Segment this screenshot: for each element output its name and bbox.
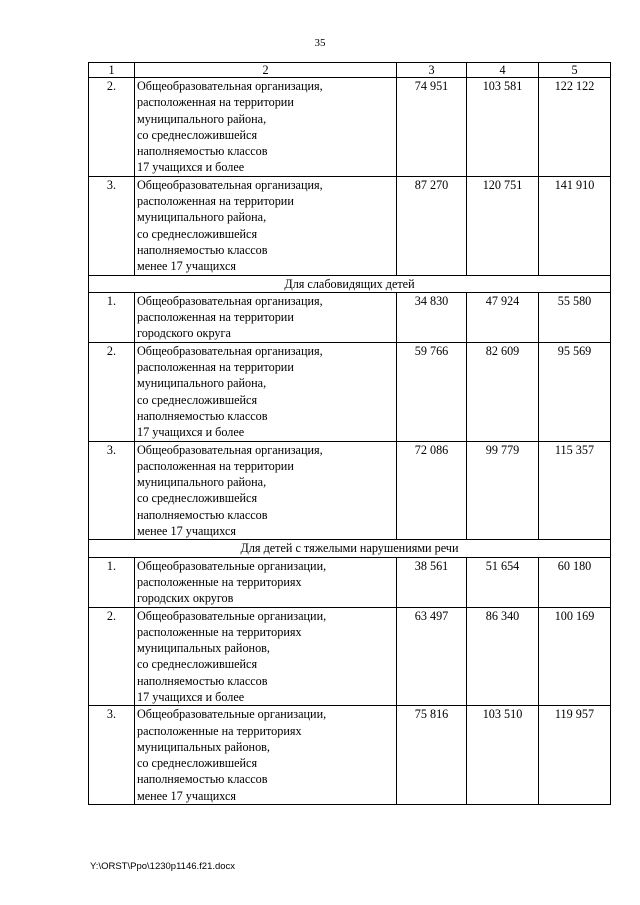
description-line: расположенная на территории [137,310,294,325]
organization-description [135,557,397,607]
organization-description [135,78,397,177]
description-line: муниципальных районов, [137,641,270,656]
row-number: 2. [89,78,135,177]
description-line: наполняемостью классов [137,673,268,688]
description-line: наполняемостью классов [137,772,268,787]
value-col-4: 47 924 [467,292,539,342]
description-line: 17 учащихся и более [137,689,245,704]
description-line: наполняемостью классов [137,507,268,522]
description-line: Общеобразовательные организации, [137,558,327,573]
value-col-5: 100 169 [539,607,611,706]
description-line: муниципального района, [137,210,267,225]
row-number: 1. [89,292,135,342]
description-line: менее 17 учащихся [137,788,237,803]
organization-description [135,441,397,540]
description-line: муниципального района, [137,376,267,391]
value-col-3: 34 830 [397,292,467,342]
header-cell-2: 2 [135,63,397,78]
organization-description [135,176,397,275]
row-number: 3. [89,176,135,275]
description-line: муниципальных районов, [137,739,270,754]
value-col-3: 87 270 [397,176,467,275]
table-row [89,557,611,607]
value-col-5: 95 569 [539,342,611,441]
value-col-3: 72 086 [397,441,467,540]
description-line: 17 учащихся и более [137,425,245,440]
value-col-3: 75 816 [397,706,467,805]
value-col-5: 55 580 [539,292,611,342]
description-line: Общеобразовательная организация, [137,177,323,192]
value-col-4: 51 654 [467,557,539,607]
value-col-5: 115 357 [539,441,611,540]
table-row [89,78,611,177]
organization-description [135,607,397,706]
section-heading-row [89,275,611,292]
description-line: Общеобразовательная организация, [137,343,323,358]
header-cell-1: 1 [89,63,135,78]
description-line: расположенная на территории [137,360,294,375]
description-line: менее 17 учащихся [137,524,237,539]
description-line: муниципального района, [137,111,267,126]
description-line: Общеобразовательная организация, [137,442,323,457]
value-col-4: 82 609 [467,342,539,441]
description-line: Общеобразовательные организации, [137,707,327,722]
value-col-5: 119 957 [539,706,611,805]
table-row [89,441,611,540]
description-line: со среднесложившейся [137,756,258,771]
description-line: Общеобразовательная организация, [137,79,323,93]
table-row [89,342,611,441]
description-line: наполняемостью классов [137,242,268,257]
row-number: 3. [89,441,135,540]
value-col-4: 120 751 [467,176,539,275]
description-line: расположенные на территориях [137,574,302,589]
table-row [89,176,611,275]
value-col-4: 99 779 [467,441,539,540]
description-line: городских округов [137,591,234,606]
section-heading: Для слабовидящих детей [89,275,611,292]
header-cell-5: 5 [539,63,611,78]
description-line: муниципального района, [137,475,267,490]
organization-description [135,292,397,342]
description-line: со среднесложившейся [137,392,258,407]
value-col-3: 59 766 [397,342,467,441]
description-line: со среднесложившейся [137,657,258,672]
header-cell-4: 4 [467,63,539,78]
row-number: 2. [89,607,135,706]
row-number: 1. [89,557,135,607]
value-col-3: 74 951 [397,78,467,177]
section-heading-row [89,540,611,557]
tariff-table [88,62,611,805]
description-line: городского округа [137,326,231,341]
organization-description [135,706,397,805]
value-col-5: 141 910 [539,176,611,275]
description-line: расположенные на территориях [137,723,302,738]
header-row [89,63,611,78]
value-col-3: 38 561 [397,557,467,607]
table-row [89,292,611,342]
description-line: расположенная на территории [137,458,294,473]
description-line: расположенная на территории [137,95,294,110]
table-row [89,607,611,706]
description-line: наполняемостью классов [137,144,268,159]
value-col-5: 122 122 [539,78,611,177]
row-number: 2. [89,342,135,441]
description-line: Общеобразовательная организация, [137,293,323,308]
value-col-4: 103 510 [467,706,539,805]
file-path-footer: Y:\ORST\Ppo\1230p1146.f21.docx [90,861,236,872]
description-line: со среднесложившейся [137,127,258,142]
description-line: наполняемостью классов [137,408,268,423]
organization-description [135,342,397,441]
header-cell-3: 3 [397,63,467,78]
page-number: 35 [314,37,326,49]
description-line: расположенная на территории [137,194,294,209]
value-col-4: 86 340 [467,607,539,706]
value-col-5: 60 180 [539,557,611,607]
description-line: со среднесложившейся [137,491,258,506]
description-line: 17 учащихся и более [137,160,245,175]
description-line: Общеобразовательные организации, [137,608,327,623]
value-col-4: 103 581 [467,78,539,177]
table-body [89,63,611,805]
description-line: расположенные на территориях [137,624,302,639]
description-line: со среднесложившейся [137,226,258,241]
table-row [89,706,611,805]
row-number: 3. [89,706,135,805]
section-heading: Для детей с тяжелыми нарушениями речи [89,540,611,557]
value-col-3: 63 497 [397,607,467,706]
description-line: менее 17 учащихся [137,259,237,274]
